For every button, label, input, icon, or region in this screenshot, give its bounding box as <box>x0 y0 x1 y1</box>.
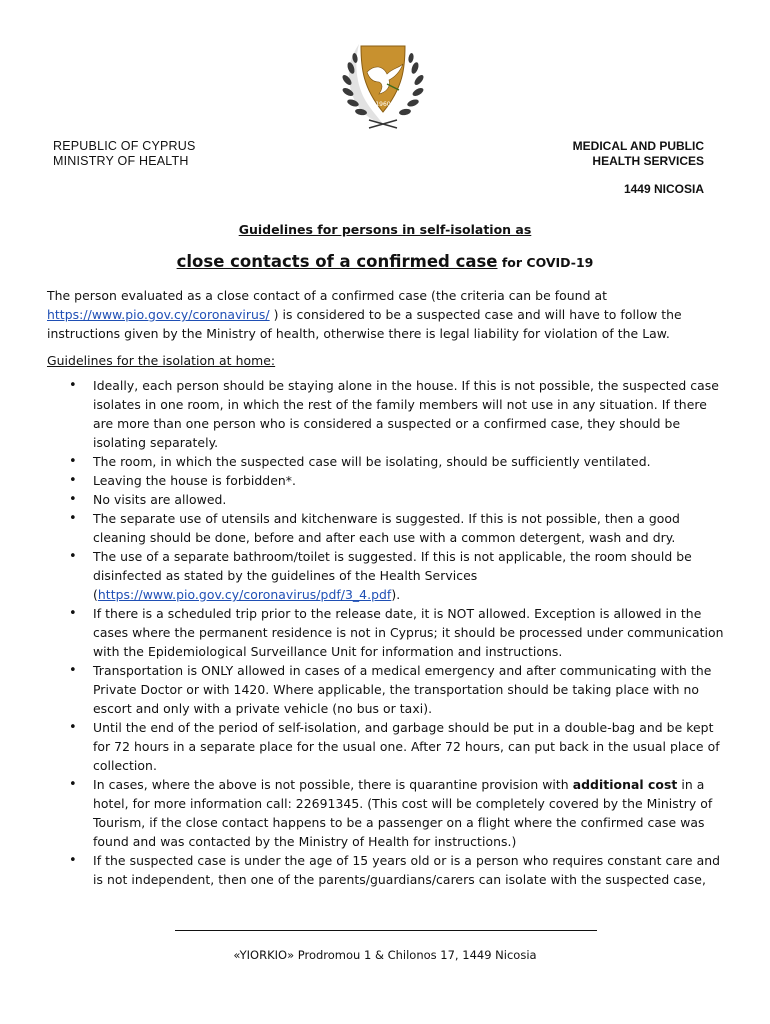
document-title-suffix: for COVID-19 <box>497 255 594 270</box>
document-title-main: close contacts of a confirmed case <box>176 252 498 271</box>
header-left <box>53 139 196 169</box>
coat-of-arms-icon <box>333 38 433 130</box>
guidelines-list <box>47 376 727 889</box>
list-item: • If there is a scheduled trip prior to the release date, it is NOT allowed. Exception is allowed in the cases where the permanent residence is not in Cyprus; it should be processed under communication with the Epidemiological Surveillance Unit for information and instructions. <box>93 604 727 661</box>
list-item: • Ideally, each person should be staying alone in the house. If this is not possible, the suspected case isolates in one room, in which the rest of the family members will not use in any situation. If there are more than one person who is considered a suspected or a confirmed case, they should be isolating separately. <box>93 376 727 452</box>
emblem-year: 1960 <box>375 101 391 108</box>
list-item <box>93 547 727 604</box>
list-item-text: in a hotel, for more information call: 22691345. (This cost will be completely covered by the Ministry of Tourism, if the close contact happens to be a passenger on a flight where the confirmed case was found and was contacted by the Ministry of Health for instructions.) <box>93 777 713 849</box>
intro-text-1: The person evaluated as a close contact of a confirmed case (the criteria can be found at <box>47 288 608 303</box>
intro-paragraph <box>47 286 727 343</box>
additional-cost-emphasis: additional cost <box>572 777 678 792</box>
list-item: • Until the end of the period of self-isolation, and garbage should be put in a double-bag and be kept for 72 hours in a separate place for the usual one. After 72 hours, can put back in the usual place of collection. <box>93 718 727 775</box>
header-ministry: MINISTRY OF HEALTH <box>53 154 189 168</box>
intro-text-2: ) is considered to be a suspected case and will have to follow the instructions given by the Ministry of health, otherwise there is legal liability for violation of the Law. <box>47 307 682 341</box>
header-services-line1: MEDICAL AND PUBLIC <box>572 139 704 153</box>
document-title-line1: Guidelines for persons in self-isolation as <box>238 222 532 237</box>
header-services-line2: HEALTH SERVICES <box>592 154 704 168</box>
list-item: • Leaving the house is forbidden*. <box>93 471 727 490</box>
coronavirus-link[interactable]: https://www.pio.gov.cy/coronavirus/ <box>47 307 270 322</box>
document-body <box>47 286 727 889</box>
document-title-line2 <box>0 252 770 271</box>
list-item: • If the suspected case is under the age of 15 years old or is a person who requires constant care and is not independent, then one of the parents/guardians/carers can isolate with the suspected case, <box>93 851 727 889</box>
list-item <box>93 775 727 851</box>
footer-divider <box>175 930 597 931</box>
list-item: • Transportation is ONLY allowed in cases of a medical emergency and after communicating with the Private Doctor or with 1420. Where applicable, the transportation should be taking place with no escort and only with a private vehicle (no bus or taxi). <box>93 661 727 718</box>
header-city: 1449 NICOSIA <box>623 182 704 196</box>
bathroom-guidelines-link[interactable]: https://www.pio.gov.cy/coronavirus/pdf/3_4.pdf <box>97 587 392 602</box>
list-item: • The separate use of utensils and kitchenware is suggested. If this is not possible, then a good cleaning should be done, before and after each use with a common detergent, wash and dry. <box>93 509 727 547</box>
list-item: • No visits are allowed. <box>93 490 727 509</box>
list-item: • The room, in which the suspected case will be isolating, should be sufficiently ventilated. <box>93 452 727 471</box>
footer-address: «YIORKIO» Prodromou 1 & Chilonos 17, 1449 Nicosia <box>233 948 537 962</box>
isolation-subheading: Guidelines for the isolation at home: <box>47 353 276 368</box>
list-item-text: The use of a separate bathroom/toilet is suggested. If this is not applicable, the room should be disinfected as stated by the guidelines of the Health Services ( <box>93 549 692 602</box>
list-item-text: In cases, where the above is not possible, there is quarantine provision with <box>93 777 573 792</box>
header-country: REPUBLIC OF CYPRUS <box>53 139 196 153</box>
list-item-text: ). <box>391 587 401 602</box>
header-right <box>573 139 704 197</box>
